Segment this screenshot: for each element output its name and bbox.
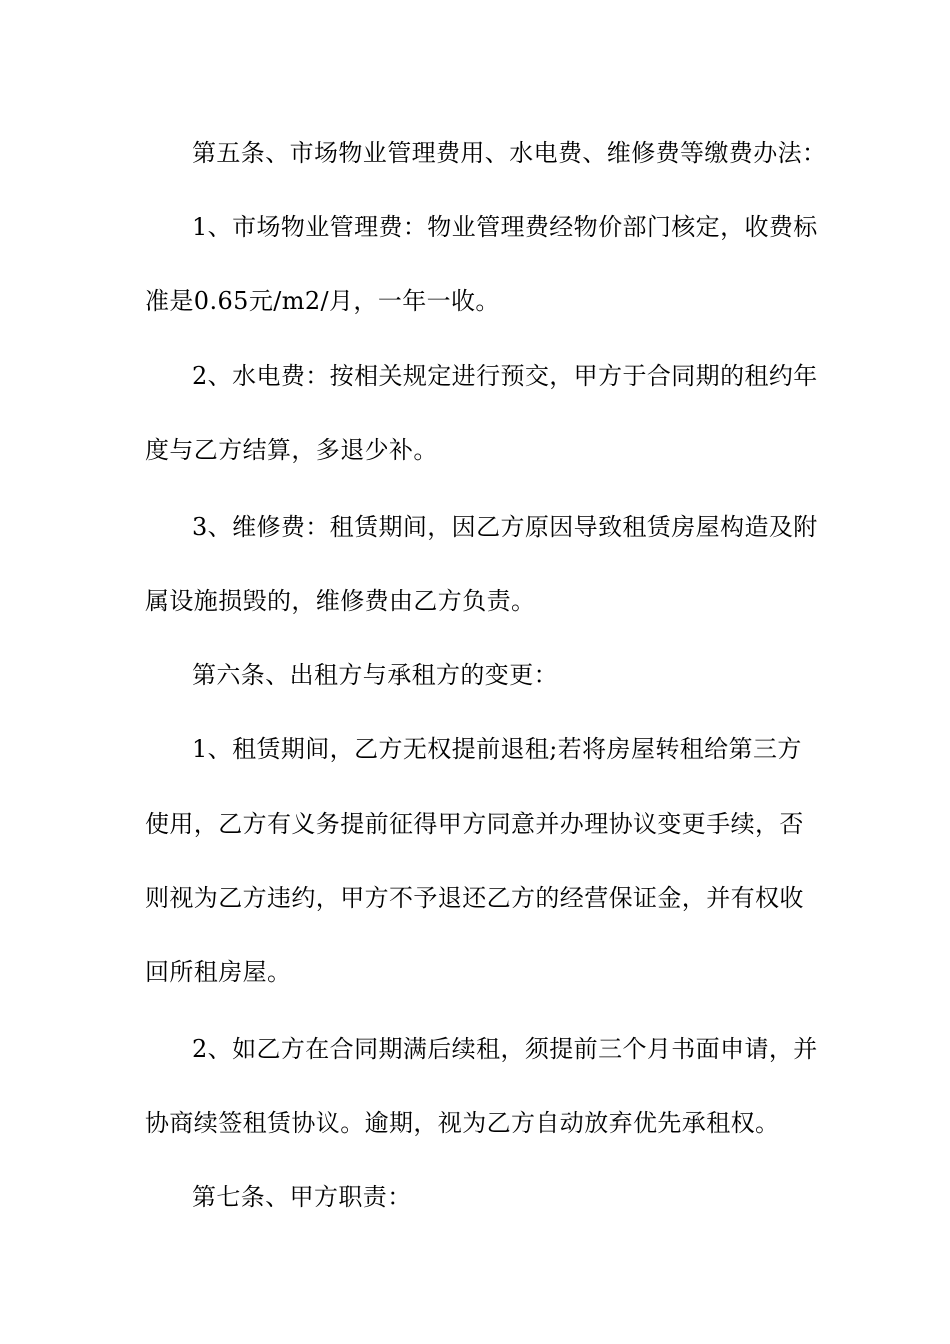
paragraph-line: 3、维修费：租赁期间，因乙方原因导致租赁房屋构造及附 [192,513,818,541]
article-6-heading: 第六条、出租方与承租方的变更： [192,661,558,689]
paragraph-line: 回所租房屋。 [145,958,292,986]
paragraph-line: 1、租赁期间，乙方无权提前退租;若将房屋转租给第三方 [192,735,802,763]
paragraph-line: 2、如乙方在合同期满后续租，须提前三个月书面申请，并 [192,1035,818,1063]
article-5-heading: 第五条、市场物业管理费用、水电费、维修费等缴费办法： [192,139,827,167]
paragraph-line: 协商续签租赁协议。逾期，视为乙方自动放弃优先承租权。 [145,1109,780,1137]
paragraph-line: 则视为乙方违约，甲方不予退还乙方的经营保证金，并有权收 [145,884,804,912]
paragraph-line: 准是0.65元/m2/月，一年一收。 [145,287,500,315]
paragraph-line: 使用，乙方有义务提前征得甲方同意并办理协议变更手续，否 [145,810,804,838]
paragraph-line: 2、水电费：按相关规定进行预交，甲方于合同期的租约年 [192,362,818,390]
paragraph-line: 1、市场物业管理费：物业管理费经物价部门核定，收费标 [192,213,818,241]
paragraph-line: 度与乙方结算，多退少补。 [145,436,438,464]
paragraph-line: 属设施损毁的，维修费由乙方负责。 [145,587,536,615]
article-7-heading: 第七条、甲方职责： [192,1183,412,1211]
